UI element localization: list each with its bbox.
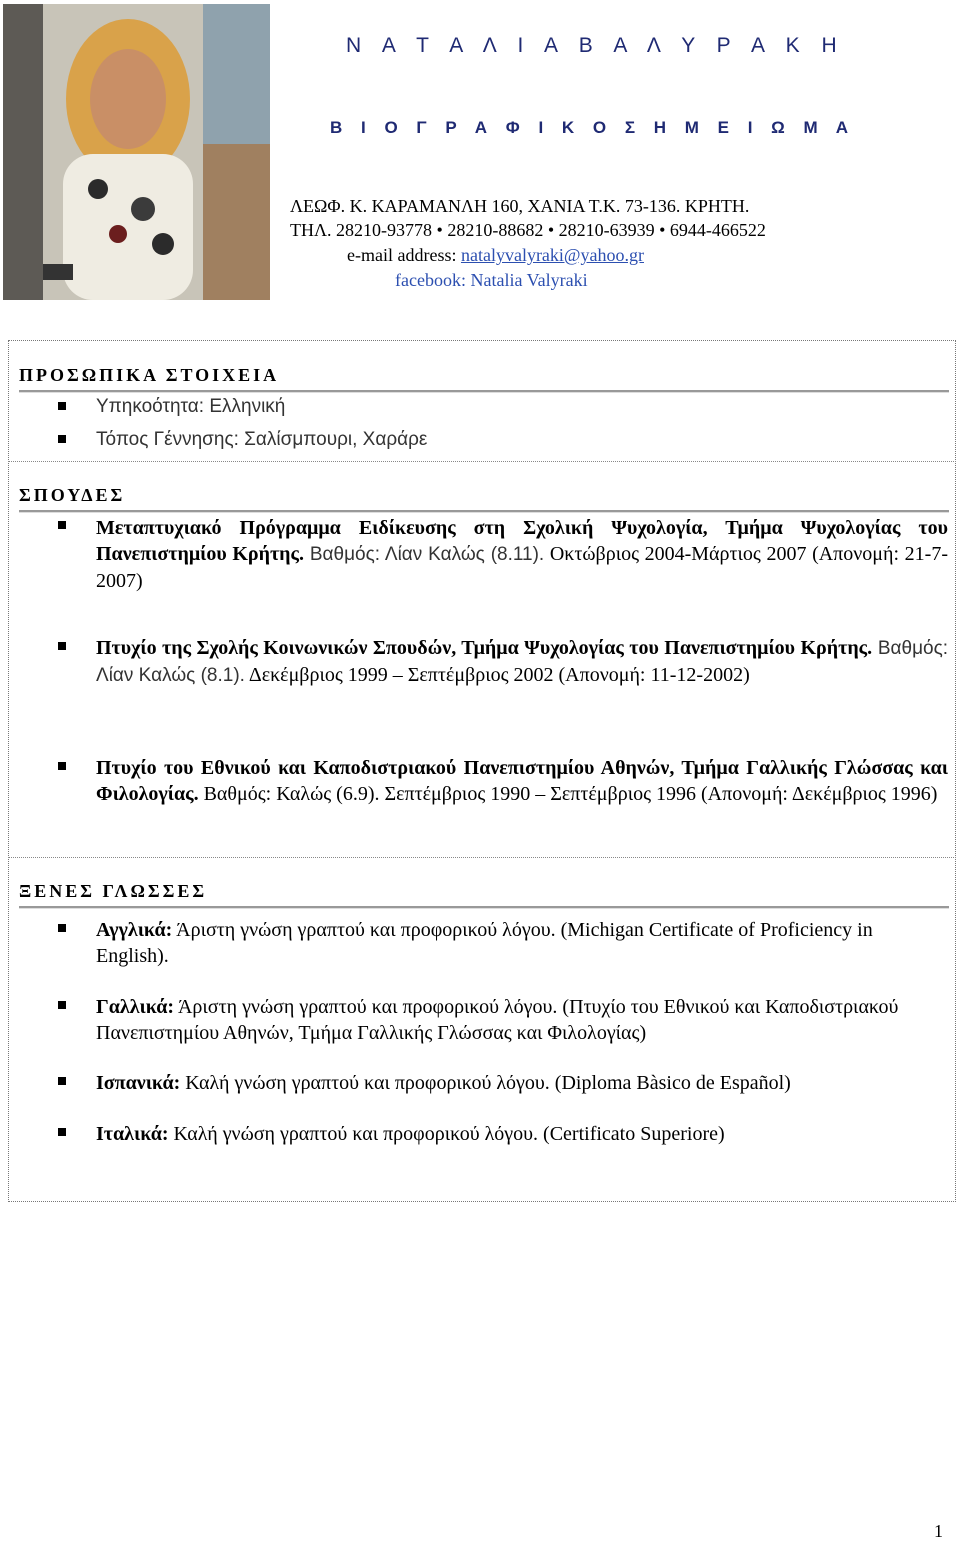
email-line: [347, 245, 644, 266]
language-name: Γαλλικά:: [96, 996, 175, 1018]
degree-dates: Δεκέμβριος 1999 – Σεπτέμβριος 2002 (Απονομή: 11-12-2002): [244, 664, 750, 686]
bullet-icon: [58, 402, 66, 410]
bullet-icon: [58, 521, 66, 529]
person-name: Ν Α Τ Α Λ Ι Α Β Α Λ Υ Ρ Α Κ Η: [346, 34, 845, 57]
language-item: [96, 1121, 948, 1147]
bullet-icon: [58, 1001, 66, 1009]
section-heading-studies: ΣΠΟΥΔΕΣ: [19, 485, 126, 505]
phones-line: ΤΗΛ. 28210-93778 • 28210-88682 • 28210-63939 • 6944-466522: [290, 220, 766, 240]
bullet-icon: [58, 435, 66, 443]
degree-title: Πτυχίο της Σχολής Κοινωνικών Σπουδών, Τμήμα Ψυχολογίας του Πανεπιστημίου Κρήτης.: [96, 637, 873, 659]
degree-dates: Σεπτέμβριος 1990 – Σεπτέμβριος 1996 (Απονομή: Δεκέμβριος 1996): [379, 783, 938, 805]
degree-dates: Οκτώβριος 2004-Μάρτιος 2007 (Απονομή: 21-7-2007): [96, 543, 948, 592]
email-label: e-mail address:: [347, 245, 461, 265]
language-level: Άριστη γνώση γραπτού και προφορικού λόγου. (Πτυχίο του Εθνικού και Καποδιστριακού Πανεπιστημίου Αθηνών, Τμήμα Γαλλικής Γλώσσας και Φιλολογίας): [96, 996, 899, 1044]
degree-grade: Βαθμός: Λίαν Καλώς (8.1).: [96, 638, 949, 686]
document-title: Β Ι Ο Γ Ρ Α Φ Ι Κ Ο Σ Η Μ Ε Ι Ω Μ Α: [330, 118, 856, 137]
language-item: [96, 917, 948, 969]
degree-grade: Βαθμός: Καλώς (6.9).: [198, 783, 380, 805]
section-heading-languages: ΞΕΝΕΣ ΓΛΩΣΣΕΣ: [19, 881, 208, 901]
study-item: [96, 515, 948, 594]
facebook-line: facebook: Natalia Valyraki: [395, 270, 588, 290]
study-item: [96, 635, 948, 689]
bullet-icon: [58, 762, 66, 770]
section-separator: [8, 461, 956, 462]
bullet-icon: [58, 1128, 66, 1136]
bullet-icon: [58, 642, 66, 650]
degree-title: Πτυχίο του Εθνικού και Καποδιστριακού Πανεπιστημίου Αθηνών, Τμήμα Γαλλικής Γλώσσας και Φιλολογίας.: [96, 757, 948, 805]
language-name: Ιταλικά:: [96, 1123, 169, 1145]
personal-item: Τόπος Γέννησης: Σαλίσμπουρι, Χαράρε: [96, 429, 428, 450]
bullet-icon: [58, 924, 66, 932]
personal-item: Υπηκοότητα: Ελληνική: [96, 396, 286, 417]
section-rule: [19, 906, 949, 908]
page-number: 1: [934, 1521, 943, 1541]
language-level: Καλή γνώση γραπτού και προφορικού λόγου. (Certificato Superiore): [168, 1123, 725, 1145]
degree-grade: Βαθμός: Λίαν Καλώς (8.11).: [303, 544, 545, 565]
degree-title: Μεταπτυχιακό Πρόγραμμα Ειδίκευσης στη Σχολική Ψυχολογία, Τμήμα Ψυχολογίας του Πανεπιστημίου Κρήτης.: [96, 517, 948, 565]
language-item: [96, 994, 948, 1046]
section-heading-personal: ΠΡΟΣΩΠΙΚΑ ΣΤΟΙΧΕΙΑ: [19, 365, 280, 385]
address-line: ΛΕΩΦ. Κ. ΚΑΡΑΜΑΝΛΗ 160, ΧΑΝΙΑ Τ.Κ. 73-136. ΚΡΗΤΗ.: [290, 196, 750, 216]
language-item: [96, 1070, 948, 1096]
language-level: Άριστη γνώση γραπτού και προφορικού λόγου. (Michigan Certificate of Proficiency in English).: [96, 919, 873, 967]
section-separator: [8, 857, 956, 858]
language-name: Ισπανικά:: [96, 1072, 181, 1094]
bullet-icon: [58, 1077, 66, 1085]
study-item: [96, 755, 948, 807]
section-rule: [19, 510, 949, 512]
language-name: Αγγλικά:: [96, 919, 173, 941]
language-level: Καλή γνώση γραπτού και προφορικού λόγου. (Diploma Bàsico de Español): [180, 1072, 791, 1094]
email-link[interactable]: natalyvalyraki@yahoo.gr: [460, 245, 644, 265]
profile-photo: [3, 4, 270, 300]
section-rule: [19, 390, 949, 392]
